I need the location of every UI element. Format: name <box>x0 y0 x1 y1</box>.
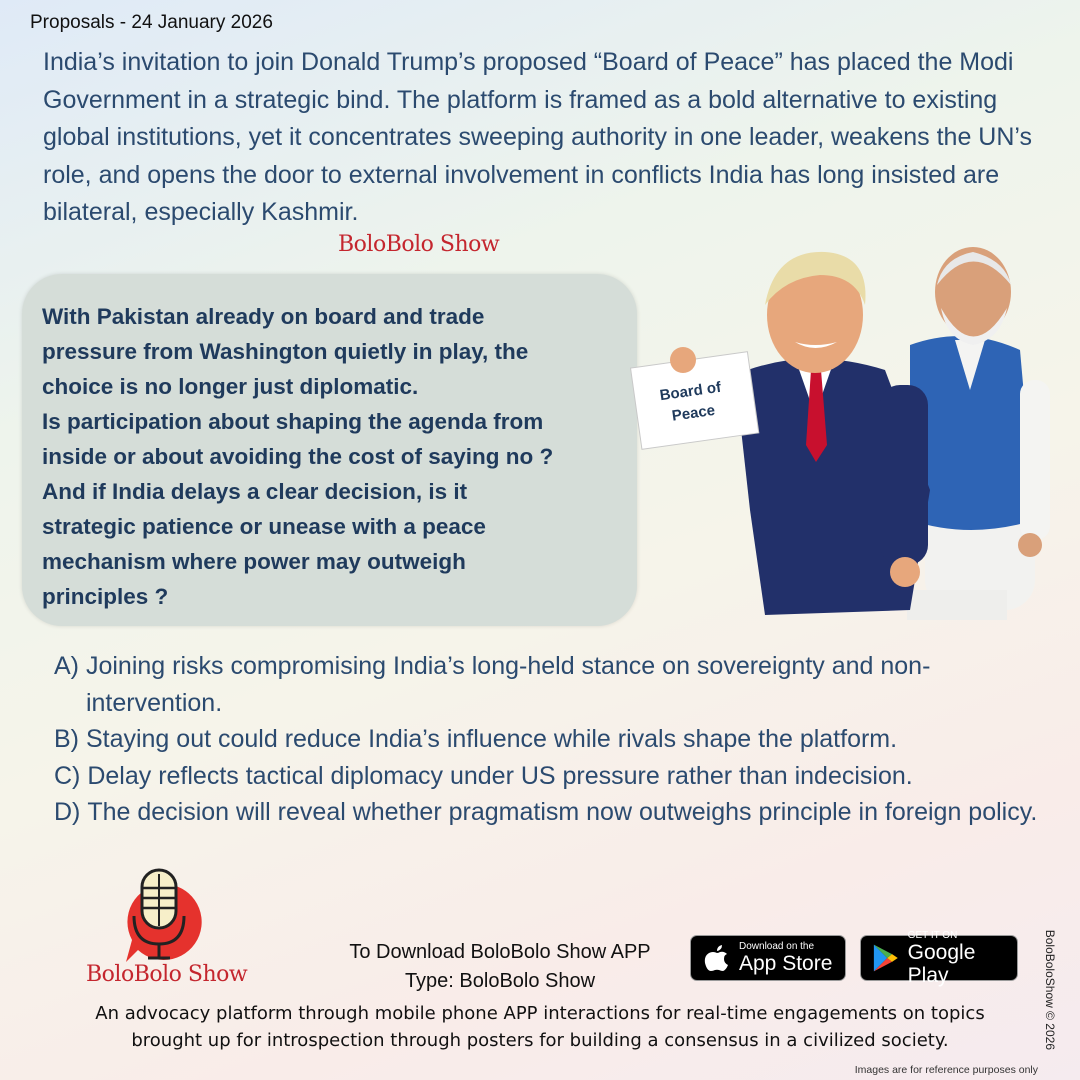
download-line-1: To Download BoloBolo Show APP <box>349 941 651 963</box>
option-b[interactable] <box>54 721 1064 758</box>
leaders-illustration <box>625 230 1065 630</box>
option-d[interactable] <box>54 794 1064 831</box>
copyright-vertical: BoloBoloShow © 2026 <box>1043 929 1057 1050</box>
footer-description <box>20 1000 1060 1054</box>
question-line: principles ? <box>42 584 169 609</box>
brand-logo-text: BoloBolo Show <box>86 962 248 987</box>
question-line: strategic patience or unease with a peace <box>42 514 486 539</box>
option-a[interactable] <box>54 648 1064 721</box>
question-line: inside or about avoiding the cost of saying no ? <box>42 444 554 469</box>
option-letter: B) <box>54 725 86 753</box>
download-line-2: Type: BoloBolo Show <box>404 970 596 992</box>
google-play-small-label: GET IT ON <box>907 929 958 941</box>
question-line: choice is no longer just diplomatic. <box>42 374 419 399</box>
download-instructions <box>330 938 670 996</box>
footer-line-2: brought up for introspection through posters for building a consensus in a civilized society. <box>131 1030 949 1051</box>
apple-icon <box>703 943 731 973</box>
app-store-button[interactable] <box>690 935 846 981</box>
option-letter: A) <box>54 652 86 680</box>
figure-right <box>907 247 1050 620</box>
app-store-big-label: App Store <box>739 952 833 975</box>
option-text: The decision will reveal whether pragmatism now outweighs principle in foreign policy. <box>87 798 1038 826</box>
board-of-peace-sign <box>631 347 759 449</box>
question-line: pressure from Washington quietly in play, the <box>42 339 529 364</box>
intro-paragraph: India’s invitation to join Donald Trump’s proposed “Board of Peace” has placed the Modi Government in a strategic bind. The platform is framed as a bold alternative to existing global institutions, yet it concentrates sweeping authority in one leader, weakens the UN’s role, and opens the door to external involvement in conflicts India has long insisted are bilateral, especially Kashmir. <box>43 48 1033 226</box>
google-play-button[interactable] <box>860 929 1018 987</box>
brand-watermark: BoloBolo Show <box>338 232 500 257</box>
option-text: Delay reflects tactical diplomacy under US pressure rather than indecision. <box>87 761 913 790</box>
sign-line-2: Peace <box>670 401 717 425</box>
answer-options <box>54 648 1064 831</box>
sign-line-1: Board of <box>658 378 723 405</box>
google-play-big-label: Google Play <box>907 940 976 987</box>
question-text <box>42 299 642 614</box>
option-c[interactable] <box>54 758 1064 795</box>
question-line: Is participation about shaping the agenda from <box>42 409 544 434</box>
disclaimer: Images are for reference purposes only <box>854 1064 1038 1076</box>
option-text: Staying out could reduce India’s influence while rivals shape the platform. <box>85 725 898 753</box>
google-play-icon <box>871 942 900 974</box>
option-letter: C) <box>54 761 88 790</box>
question-line: And if India delays a clear decision, is it <box>42 479 468 504</box>
footer-line-1: An advocacy platform through mobile phone APP interactions for real-time engagements on topics <box>95 1003 985 1024</box>
option-letter: D) <box>54 798 88 826</box>
question-line: mechanism where power may outweigh <box>42 549 466 574</box>
microphone-logo-icon <box>118 866 208 966</box>
question-line: With Pakistan already on board and trade <box>42 304 485 329</box>
app-store-small-label: Download on the <box>739 941 815 952</box>
date-line: Proposals - 24 January 2026 <box>30 12 273 33</box>
option-text: Joining risks compromising India’s long-held stance on sovereignty and non-intervention. <box>85 652 931 717</box>
